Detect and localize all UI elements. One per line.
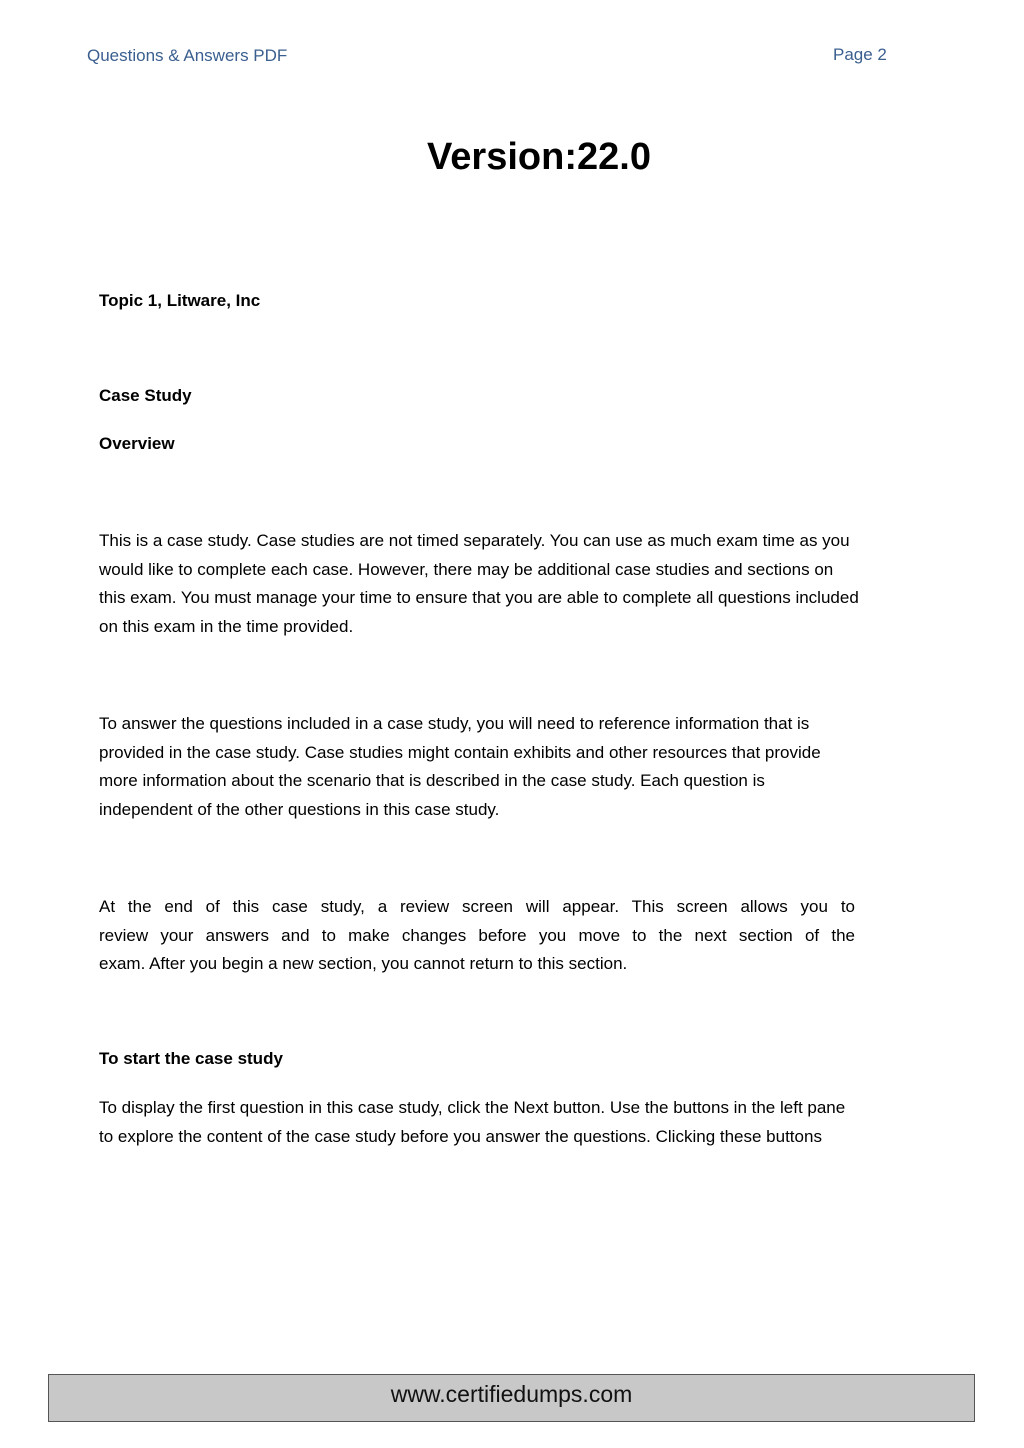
version-title: Version:22.0	[427, 136, 651, 178]
paragraph-intro	[99, 527, 859, 641]
paragraph-line: exam. After you begin a new section, you cannot return to this section.	[99, 954, 628, 974]
topic-heading: Topic 1, Litware, Inc	[99, 291, 261, 310]
paragraph-start	[99, 1094, 845, 1151]
paragraph-line: independent of the other questions in this case study.	[99, 799, 500, 819]
paragraph-line: on this exam in the time provided.	[99, 616, 354, 636]
paragraph-line: would like to complete each case. However, there may be additional case studies and sections on	[99, 559, 834, 579]
paragraph-line: review your answers and to make changes before you move to the next section of the	[99, 925, 855, 945]
paragraph-line: more information about the scenario that is described in the case study. Each question is	[99, 771, 765, 791]
paragraph-line: provided in the case study. Case studies might contain exhibits and other resources that provide	[99, 742, 821, 762]
start-case-study-heading: To start the case study	[99, 1049, 283, 1068]
paragraph-line: At the end of this case study, a review screen will appear. This screen allows you to	[99, 897, 855, 916]
paragraph-line: To answer the questions included in a case study, you will need to reference information that is	[99, 714, 810, 733]
paragraph-line: to explore the content of the case study before you answer the questions. Clicking these buttons	[99, 1126, 822, 1146]
paragraph-line: To display the first question in this case study, click the Next button. Use the buttons in the left pane	[99, 1098, 846, 1117]
footer-url: www.certifiedumps.com	[390, 1381, 633, 1407]
paragraph-review	[99, 893, 855, 979]
case-study-heading: Case Study	[99, 386, 192, 405]
overview-heading: Overview	[99, 434, 175, 453]
paragraph-line: This is a case study. Case studies are not timed separately. You can use as much exam time as you	[99, 531, 850, 550]
page-number: Page 2	[833, 45, 887, 64]
header-title: Questions & Answers PDF	[87, 46, 288, 65]
paragraph-answering	[99, 710, 821, 824]
paragraph-line: this exam. You must manage your time to ensure that you are able to complete all questions included	[99, 588, 859, 608]
footer-banner	[48, 1374, 975, 1422]
